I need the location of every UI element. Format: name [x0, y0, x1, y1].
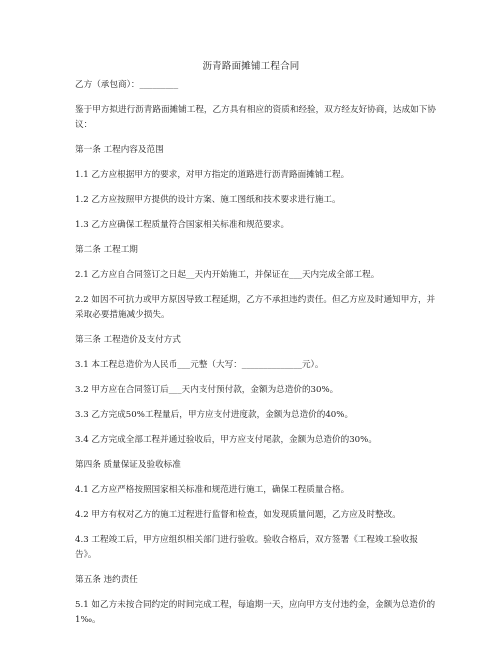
clause-2-2: 2.2 如因不可抗力或甲方原因导致工程延期，乙方不承担违约责任。但乙方应及时通知甲方，并采取必要措施减少损失。 — [75, 295, 436, 320]
clause-4-3: 4.3 工程竣工后，甲方应组织相关部门进行验收。验收合格后，双方签署《工程竣工验收报告》。 — [75, 535, 418, 560]
clause-1-1: 1.1 乙方应根据甲方的要求，对甲方指定的道路进行沥青路面摊铺工程。 — [75, 170, 350, 180]
document-title: 沥青路面摊铺工程合同 — [202, 61, 300, 72]
section-2-heading: 第二条 工程工期 — [75, 245, 138, 255]
clause-2-1: 2.1 乙方应自合同签订之日起__天内开始施工，并保证在___天内完成全部工程。 — [75, 270, 380, 280]
section-3-heading: 第三条 工程造价及支付方式 — [75, 335, 181, 345]
clause-3-3: 3.3 乙方完成50%工程量后，甲方应支付进度款，金额为总造价的40%。 — [75, 410, 354, 420]
clause-5-1: 5.1 如乙方未按合同约定的时间完成工程，每逾期一天，应向甲方支付违约金，金额为总造价的1‰。 — [75, 600, 436, 625]
section-1-heading: 第一条 工程内容及范围 — [75, 145, 164, 155]
section-4-heading: 第四条 质量保证及验收标准 — [75, 460, 181, 470]
clause-1-2: 1.2 乙方应按照甲方提供的设计方案、施工图纸和技术要求进行施工。 — [75, 195, 341, 205]
clause-4-1: 4.1 乙方应严格按照国家相关标准和规范进行施工，确保工程质量合格。 — [75, 485, 350, 495]
clause-3-4: 3.4 乙方完成全部工程并通过验收后，甲方应支付尾款，金额为总造价的30%。 — [75, 435, 377, 445]
clause-3-2: 3.2 甲方应在合同签订后___天内支付预付款，金额为总造价的30%。 — [75, 385, 339, 395]
intro-paragraph: 鉴于甲方拟进行沥青路面摊铺工程，乙方具有相应的资质和经验，双方经友好协商，达成如下协议： — [75, 105, 436, 130]
clause-4-2: 4.2 甲方有权对乙方的施工过程进行监督和检查，如发现质量问题，乙方应及时整改。 — [75, 510, 401, 520]
document-body — [75, 78, 437, 634]
clause-1-3: 1.3 乙方应确保工程质量符合国家相关标准和规范要求。 — [75, 220, 290, 230]
party-b-line: 乙方（承包商）：_________ — [75, 80, 179, 90]
section-5-heading: 第五条 违约责任 — [75, 575, 138, 585]
clause-3-1: 3.1 本工程总造价为人民币___元整（大写：______________元）。 — [75, 360, 324, 370]
